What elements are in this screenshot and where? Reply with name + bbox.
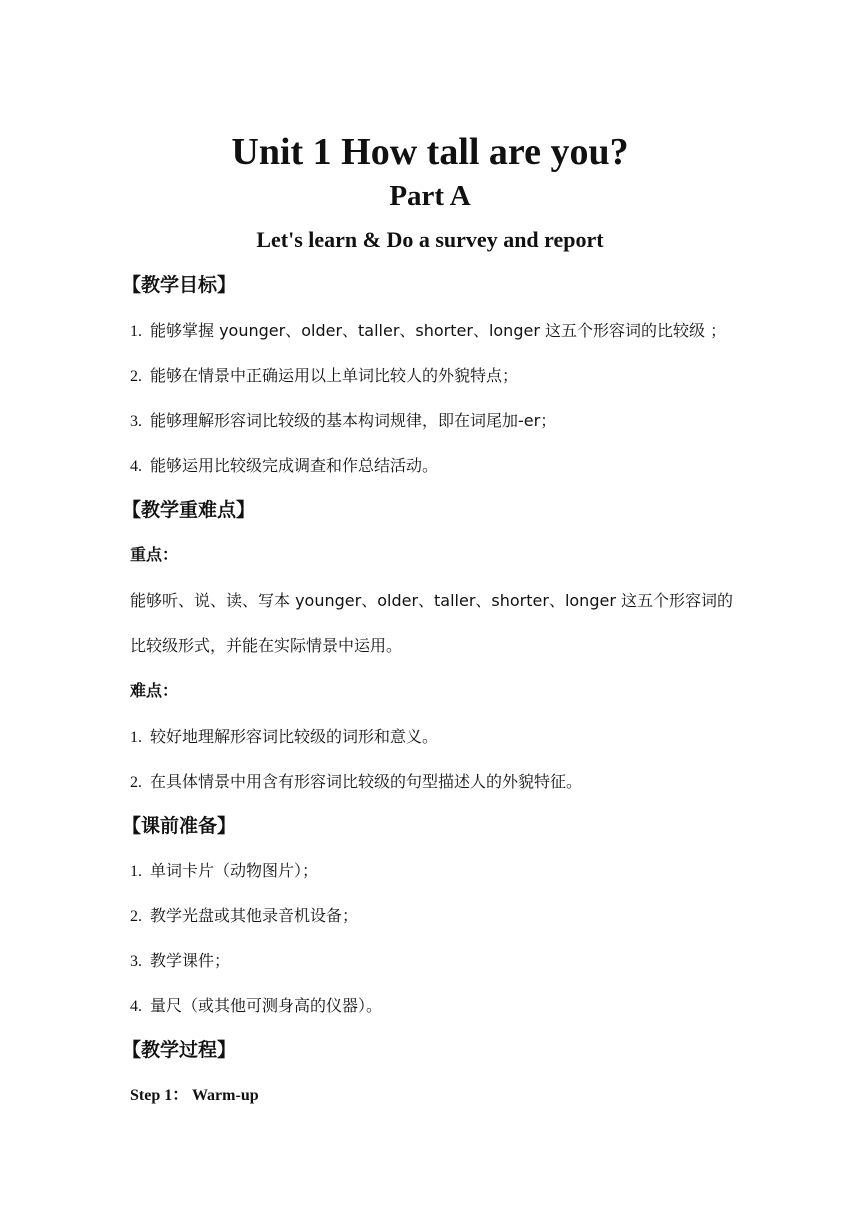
- preparation-item: [130, 993, 382, 1020]
- list-number: 4.: [130, 458, 142, 475]
- list-number: 4.: [130, 998, 142, 1015]
- list-text: 能够在情景中正确运用以上单词比较人的外貌特点；: [150, 366, 519, 385]
- list-number: 2.: [130, 908, 142, 925]
- list-text: 能够运用比较级完成调查和作总结活动。: [150, 456, 439, 475]
- list-number: 3.: [130, 953, 142, 970]
- list-text: 单词卡片（动物图片）；: [150, 861, 319, 880]
- list-number: 3.: [130, 413, 142, 430]
- section-heading-preparation: 【课前准备】: [122, 815, 237, 837]
- list-text: 能够理解形容词比较级的基本构词规律，即在词尾加-er；: [150, 411, 557, 430]
- list-text: 教学光盘或其他录音机设备；: [150, 906, 359, 925]
- list-number: 1.: [130, 323, 142, 340]
- preparation-item: [130, 858, 318, 885]
- objective-item: [130, 408, 556, 435]
- list-text: 量尺（或其他可测身高的仪器）。: [150, 996, 383, 1015]
- difficult-point-item: [130, 724, 438, 751]
- objective-item: [130, 453, 438, 480]
- preparation-item: [130, 948, 230, 975]
- list-number: 2.: [130, 368, 142, 385]
- objective-item: [130, 318, 726, 345]
- list-text: 能够掌握 younger、older、taller、shorter、longer 这五个形容词的比较级 ；: [150, 321, 727, 340]
- list-number: 1.: [130, 863, 142, 880]
- list-number: 1.: [130, 729, 142, 746]
- section-heading-process: 【教学过程】: [122, 1039, 237, 1061]
- list-text: 教学课件；: [150, 951, 231, 970]
- section-heading-objectives: 【教学目标】: [122, 274, 237, 296]
- list-number: 2.: [130, 774, 142, 791]
- document-subtitle: Let's learn & Do a survey and report: [256, 227, 604, 252]
- key-point-label: 重点：: [130, 545, 179, 564]
- list-text: 较好地理解形容词比较级的词形和意义。: [150, 727, 439, 746]
- objective-item: [130, 363, 518, 390]
- document-part: Part A: [389, 180, 471, 212]
- difficult-point-label: 难点：: [130, 681, 179, 700]
- preparation-item: [130, 903, 358, 930]
- document-title: Unit 1 How tall are you?: [231, 131, 629, 173]
- section-heading-keypoints: 【教学重难点】: [122, 499, 256, 521]
- key-point-text-line-1: 能够听、说、读、写本 younger、older、taller、shorter、longer 这五个形容词的: [130, 591, 733, 610]
- key-point-text-line-2: 比较级形式，并能在实际情景中运用。: [130, 636, 403, 655]
- list-text: 在具体情景中用含有形容词比较级的句型描述人的外貌特征。: [150, 772, 583, 791]
- step-heading: Step 1： Warm-up: [130, 1087, 259, 1104]
- difficult-point-item: [130, 769, 582, 796]
